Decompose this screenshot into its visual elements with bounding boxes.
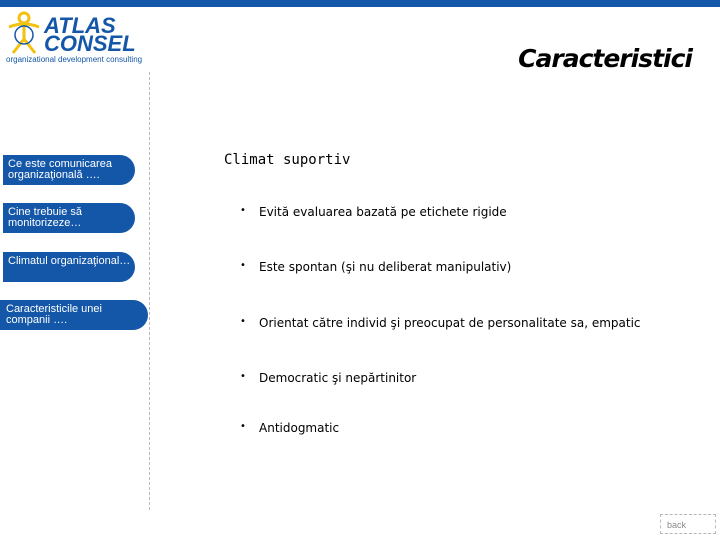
- atlas-consel-logo: [4, 11, 164, 63]
- list-item-text: Este spontan (şi nu deliberat manipulativ): [259, 260, 512, 274]
- list-item-text: Orientat către individ şi preocupat de personalitate sa, empatic: [259, 316, 641, 330]
- nav-item-caracteristicile-companii[interactable]: Caracteristicile unei companii ….: [0, 300, 148, 330]
- bullet-icon: •: [240, 205, 246, 216]
- page-title: Caracteristici: [518, 44, 692, 73]
- nav-item-climatul-organizational[interactable]: Climatul organizaţional…: [3, 252, 135, 282]
- logo-text-consel: CONSEL: [44, 31, 136, 56]
- logo-tagline: organizational development consulting: [6, 55, 143, 64]
- vertical-divider: [149, 72, 150, 510]
- list-item-text: Antidogmatic: [259, 421, 340, 435]
- bullet-icon: •: [240, 260, 246, 271]
- list-item-text: Democratic şi nepărtinitor: [259, 371, 417, 385]
- top-accent-bar: [0, 0, 720, 7]
- nav-item-comunicarea-organizationala[interactable]: Ce este comunicarea organizaţională ….: [3, 155, 135, 185]
- section-heading: Climat suportiv: [224, 152, 351, 168]
- bullet-icon: •: [240, 371, 246, 382]
- logo-figure-icon: [4, 11, 44, 55]
- back-button[interactable]: back: [660, 514, 716, 534]
- nav-item-cine-monitorizeaza[interactable]: Cine trebuie să monitorizeze…: [3, 203, 135, 233]
- bullet-icon: •: [240, 421, 246, 432]
- logo-text-atlas: ATLAS: [44, 13, 116, 38]
- bullet-icon: •: [240, 316, 246, 327]
- list-item-text: Evită evaluarea bazată pe etichete rigide: [259, 205, 507, 219]
